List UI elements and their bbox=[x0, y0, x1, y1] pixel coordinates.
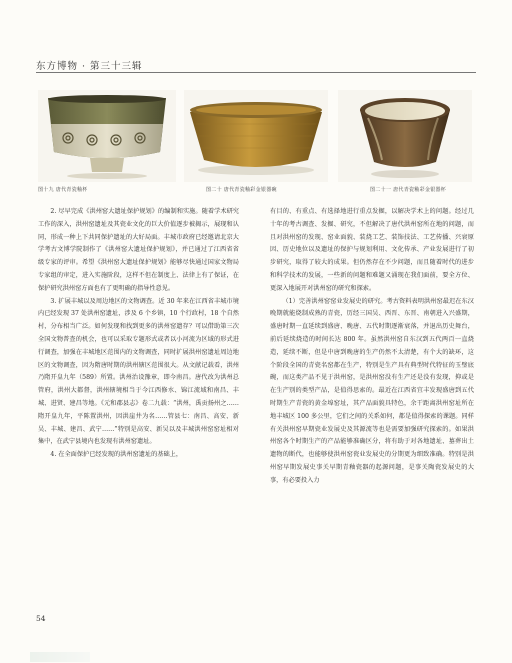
running-header: 东方博物 · 第三十三辑 bbox=[36, 61, 143, 72]
figure-19-caption: 图十九 唐代青瓷釉杯 bbox=[38, 187, 88, 193]
left-text-column bbox=[38, 206, 239, 462]
figure-21-photo bbox=[338, 90, 472, 182]
page-number: 54 bbox=[36, 614, 46, 623]
right-text-column bbox=[270, 206, 474, 488]
paragraph: 有目的、有重点、有选择地进行重点发掘，以解决学术上的问题。经过几十年的考古调查、发掘、研究，不但解决了唐代洪州窑所在地的问题，而且对洪州窑的发现、窑业面貌、装烧工艺、装饰技法、工艺传播、兴衰原因、历史地位以及遗址的保护与规划利用、文化传承、产业发展进行了初步研究，取得了较大的成果。但仍然存在不少问题，而且随着时代的进步和科学技术的发展，一些新的问题和难题又涌现在我们面前，要全方位、更深入地展开对洪州窑的研究和探索。 bbox=[270, 208, 474, 292]
paragraph: 3. 扩展丰城以及周边地区的文物调查。近 30 年来在江西省丰城市境内已经发现 37 处洪州窑遗址，涉及 6 个乡镇，10 个行政村，18 个自然村，分布相当广泛。如何发现和找到更多的洪州窑遗存？可以借助第三次全国文物普查的机会，也可以采取专题形式或者以小河流为区域的形式进行调查，加强在丰城地区范围内的文物调查，同时扩展洪州窑遗址周边地区的文物调查，因为隋唐时期的洪州辖区范围很大。从文献记载看，洪州乃隋开皇九年（589）所置。洪州治设豫章，即今南昌。唐代改为洪州总管府，洪州大都督，洪州辖境相当于今江西修水、锦江流域和南昌、丰城、进贤、建昌等地。《元和郡县志》卷二九载：“洪州，禹贡扬州之……隋开皇九年，平陈置洪州，因洪崖井为名……管县七：南昌、高安、新吴、丰城、建昌、武宁……”特别是高安、新吴以及丰城洪州窑窑址相对集中，在武宁县境内也发现有洪州窑遗址。 bbox=[38, 297, 239, 446]
paragraph: 4. 在全面保护已经发现的洪州窑遗址的基础上， bbox=[50, 451, 183, 459]
paragraph: （1）完善洪州窑窑业发展史的研究。考古资料表明洪州窑最迟在东汉晚期就能烧制成熟的青瓷，历经三国吴、西晋、东晋、南朝进入兴盛期，盛唐时期一直延续到盛唐、晚唐、五代时期逐渐衰落，并退出历史舞台，前后延续烧造的时间长达 800 年。虽然洪州窑自东汉到五代两百一直烧造，延续不断，但是中唐到晚唐的生产仍然不太清楚，有个大的缺环，这个阶段全国的青瓷名窑都在生产，特别是生产具有典型时代特征的玉璧底碗，而这类产品不见于洪州窑，是洪州窑没有生产还是没有发现，抑或是在生产别的类型产品，是值得思索的。最近在江西省宜丰发现盛唐到五代时期生产青瓷的黄金埠窑址，其产品面貌具特色，余干距离洪州窑址所在地丰城区 100 多公里，它们之间的关系如何，都是值得探索的课题。同样有关洪州窑早期瓷业发展史及其源流等也是需要加强研究探索的。如果洪州窑各个时期生产的产品能够准确区分，将有助于对各地遗址、墓葬出土遗物的断代，也能够使洪州窑瓷业发展史的分期更为细致准确。特别是洪州窑早期发展史事关早期青釉瓷器的起源问题，是事关陶瓷发展史的大事，有必要投入力 bbox=[270, 297, 474, 484]
figure-20-photo bbox=[184, 90, 328, 182]
paragraph: 2. 尽早完成《洪州窑大遗址保护规划》的编制和实施。随着学术研究工作的深入，洪州窑遗址及其瓷业文化的巨大价值逐步被揭示，展现和认同，形成一种上下共同保护遗址的大好局面。丰城市政府已经邀请北京大学考古文博学院制作了《洪州窑大遗址保护规划》，并已通过了江西省省级专家的评审。希望《洪州窑大遗址保护规划》能够尽快通过国家文物局专家组的审定，进入实施阶段，这样不但在制度上、法律上有了保证，在保护研究洪州窑方面也有了更明确的指导性意见。 bbox=[38, 208, 239, 292]
figure-20-caption: 图二十 唐代青瓷釉彩金银器碗 bbox=[206, 187, 277, 193]
footer-watermark bbox=[30, 652, 90, 662]
header-divider bbox=[36, 72, 476, 73]
figure-19-photo bbox=[38, 90, 176, 182]
figure-21-caption: 图二十一 唐代青瓷釉彩金银器杯 bbox=[370, 187, 447, 193]
